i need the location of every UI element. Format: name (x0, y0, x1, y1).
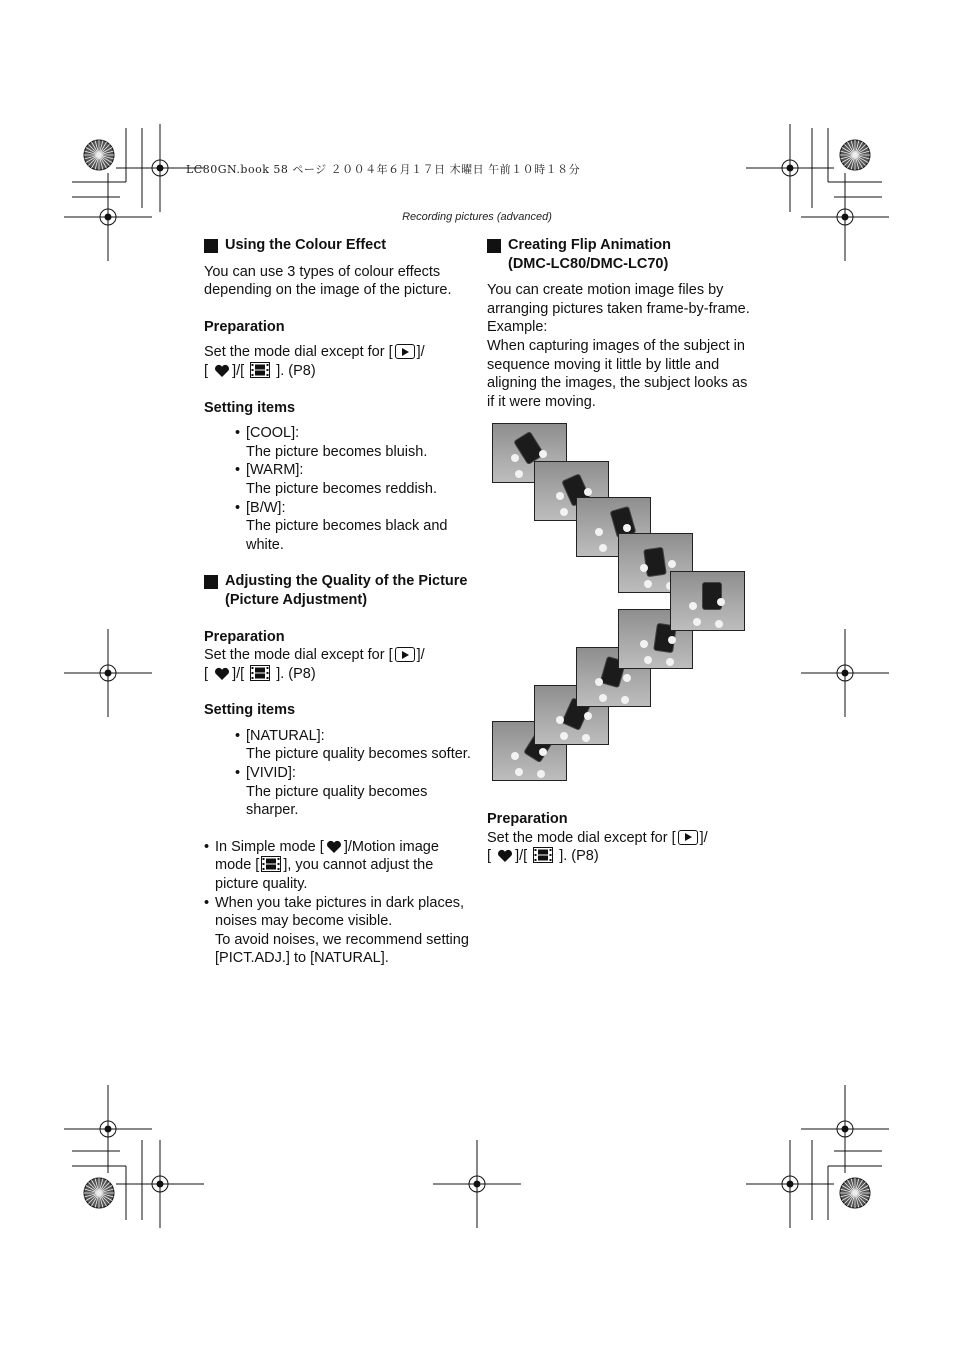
figure-limb (599, 544, 607, 552)
preparation-heading: Preparation (204, 318, 285, 335)
playback-mode-icon (678, 830, 698, 845)
film-motion-mode-icon (533, 847, 553, 863)
camera-figure (643, 547, 667, 578)
setting-items-heading: Setting items (204, 702, 296, 719)
figure-limb (644, 656, 652, 664)
figure-limb (715, 620, 723, 628)
figure-limb (560, 508, 568, 516)
heart-simple-mode-icon (326, 840, 342, 854)
figure-limb (556, 492, 564, 500)
figure-limb (582, 734, 590, 742)
list-item: • [WARM]: The picture becomes reddish. (235, 461, 472, 498)
figure-limb (666, 658, 674, 666)
figure-limb (537, 770, 545, 778)
preparation-text: Set the mode dial except for [ ]/ [ ]/[ ]. (P8) (204, 647, 425, 682)
preparation-text: Set the mode dial except for [ ]/ [ ]/[ ]. (P8) (204, 344, 425, 379)
setting-items-heading: Setting items (204, 399, 296, 416)
animation-frame-photo (670, 571, 745, 631)
flip-preparation (487, 810, 755, 866)
preparation-heading: Preparation (487, 811, 568, 827)
figure-limb (595, 678, 603, 686)
example-label: Example: (487, 319, 548, 336)
left-column (204, 236, 472, 968)
figure-limb (539, 748, 547, 756)
list-item: • [B/W]: The picture becomes black and white. (235, 499, 472, 555)
figure-limb (640, 564, 648, 572)
section-marker (204, 239, 218, 253)
right-column (487, 236, 755, 411)
figure-limb (623, 674, 631, 682)
list-item: • In Simple mode [ ]/Motion image mode [ ], you cannot adjust the picture quality. (204, 838, 472, 894)
section-marker (204, 575, 218, 589)
preparation-text: Set the mode dial except for [ ]/ [ ]/[ ]. (P8) (487, 829, 708, 865)
colour-effect-items (204, 424, 472, 554)
figure-limb (668, 560, 676, 568)
heart-simple-mode-icon (214, 364, 230, 378)
figure-limb (584, 488, 592, 496)
figure-limb (539, 450, 547, 458)
section-heading-colour-effect: Using the Colour Effect (204, 236, 472, 255)
list-item: • [COOL]: The picture becomes bluish. (235, 424, 472, 461)
figure-limb (668, 636, 676, 644)
film-motion-mode-icon (261, 856, 281, 872)
heart-simple-mode-icon (497, 849, 513, 863)
playback-mode-icon (395, 647, 415, 662)
figure-limb (689, 602, 697, 610)
list-item: • When you take pictures in dark places, noises may become visible. To avoid noises, we recommend setting [PICT.ADJ.] to [NATURAL]. (204, 894, 472, 968)
figure-limb (623, 524, 631, 532)
figure-limb (621, 696, 629, 704)
section-heading-picture-adjustment: Adjusting the Quality of the Picture (Picture Adjustment) (204, 572, 472, 609)
quality-items (204, 727, 472, 820)
list-item: • [NATURAL]: The picture quality becomes softer. (235, 727, 472, 764)
figure-limb (717, 598, 725, 606)
figure-limb (515, 470, 523, 478)
figure-limb (595, 528, 603, 536)
figure-limb (556, 716, 564, 724)
figure-limb (560, 732, 568, 740)
figure-limb (511, 454, 519, 462)
section-heading-flip-animation: Creating Flip Animation (DMC-LC80/DMC-LC70) (487, 236, 755, 273)
preparation-heading: Preparation (204, 628, 285, 645)
flip-intro: You can create motion image files by arranging pictures taken frame-by-frame. (487, 282, 750, 317)
figure-limb (599, 694, 607, 702)
flip-animation-photo-sequence (490, 423, 750, 785)
quality-notes (204, 838, 472, 968)
colour-effect-intro: You can use 3 types of colour effects depending on the image of the picture. (204, 263, 452, 299)
section-marker (487, 239, 501, 253)
film-motion-mode-icon (250, 665, 270, 681)
list-item: • [VIVID]: The picture quality becomes sharper. (235, 764, 472, 820)
example-text: When capturing images of the subject in sequence moving it little by little and aligning the images, the subject looks as if it were moving. (487, 337, 748, 410)
heart-simple-mode-icon (214, 667, 230, 681)
running-head: Recording pictures (advanced) (402, 211, 552, 223)
figure-limb (511, 752, 519, 760)
figure-limb (693, 618, 701, 626)
figure-limb (644, 580, 652, 588)
playback-mode-icon (395, 344, 415, 359)
figure-limb (584, 712, 592, 720)
film-motion-mode-icon (250, 362, 270, 378)
figure-limb (515, 768, 523, 776)
figure-limb (640, 640, 648, 648)
file-header: LC80GN.book 58 ページ ２００４年６月１７日 木曜日 午前１０時１８分 (186, 163, 581, 176)
